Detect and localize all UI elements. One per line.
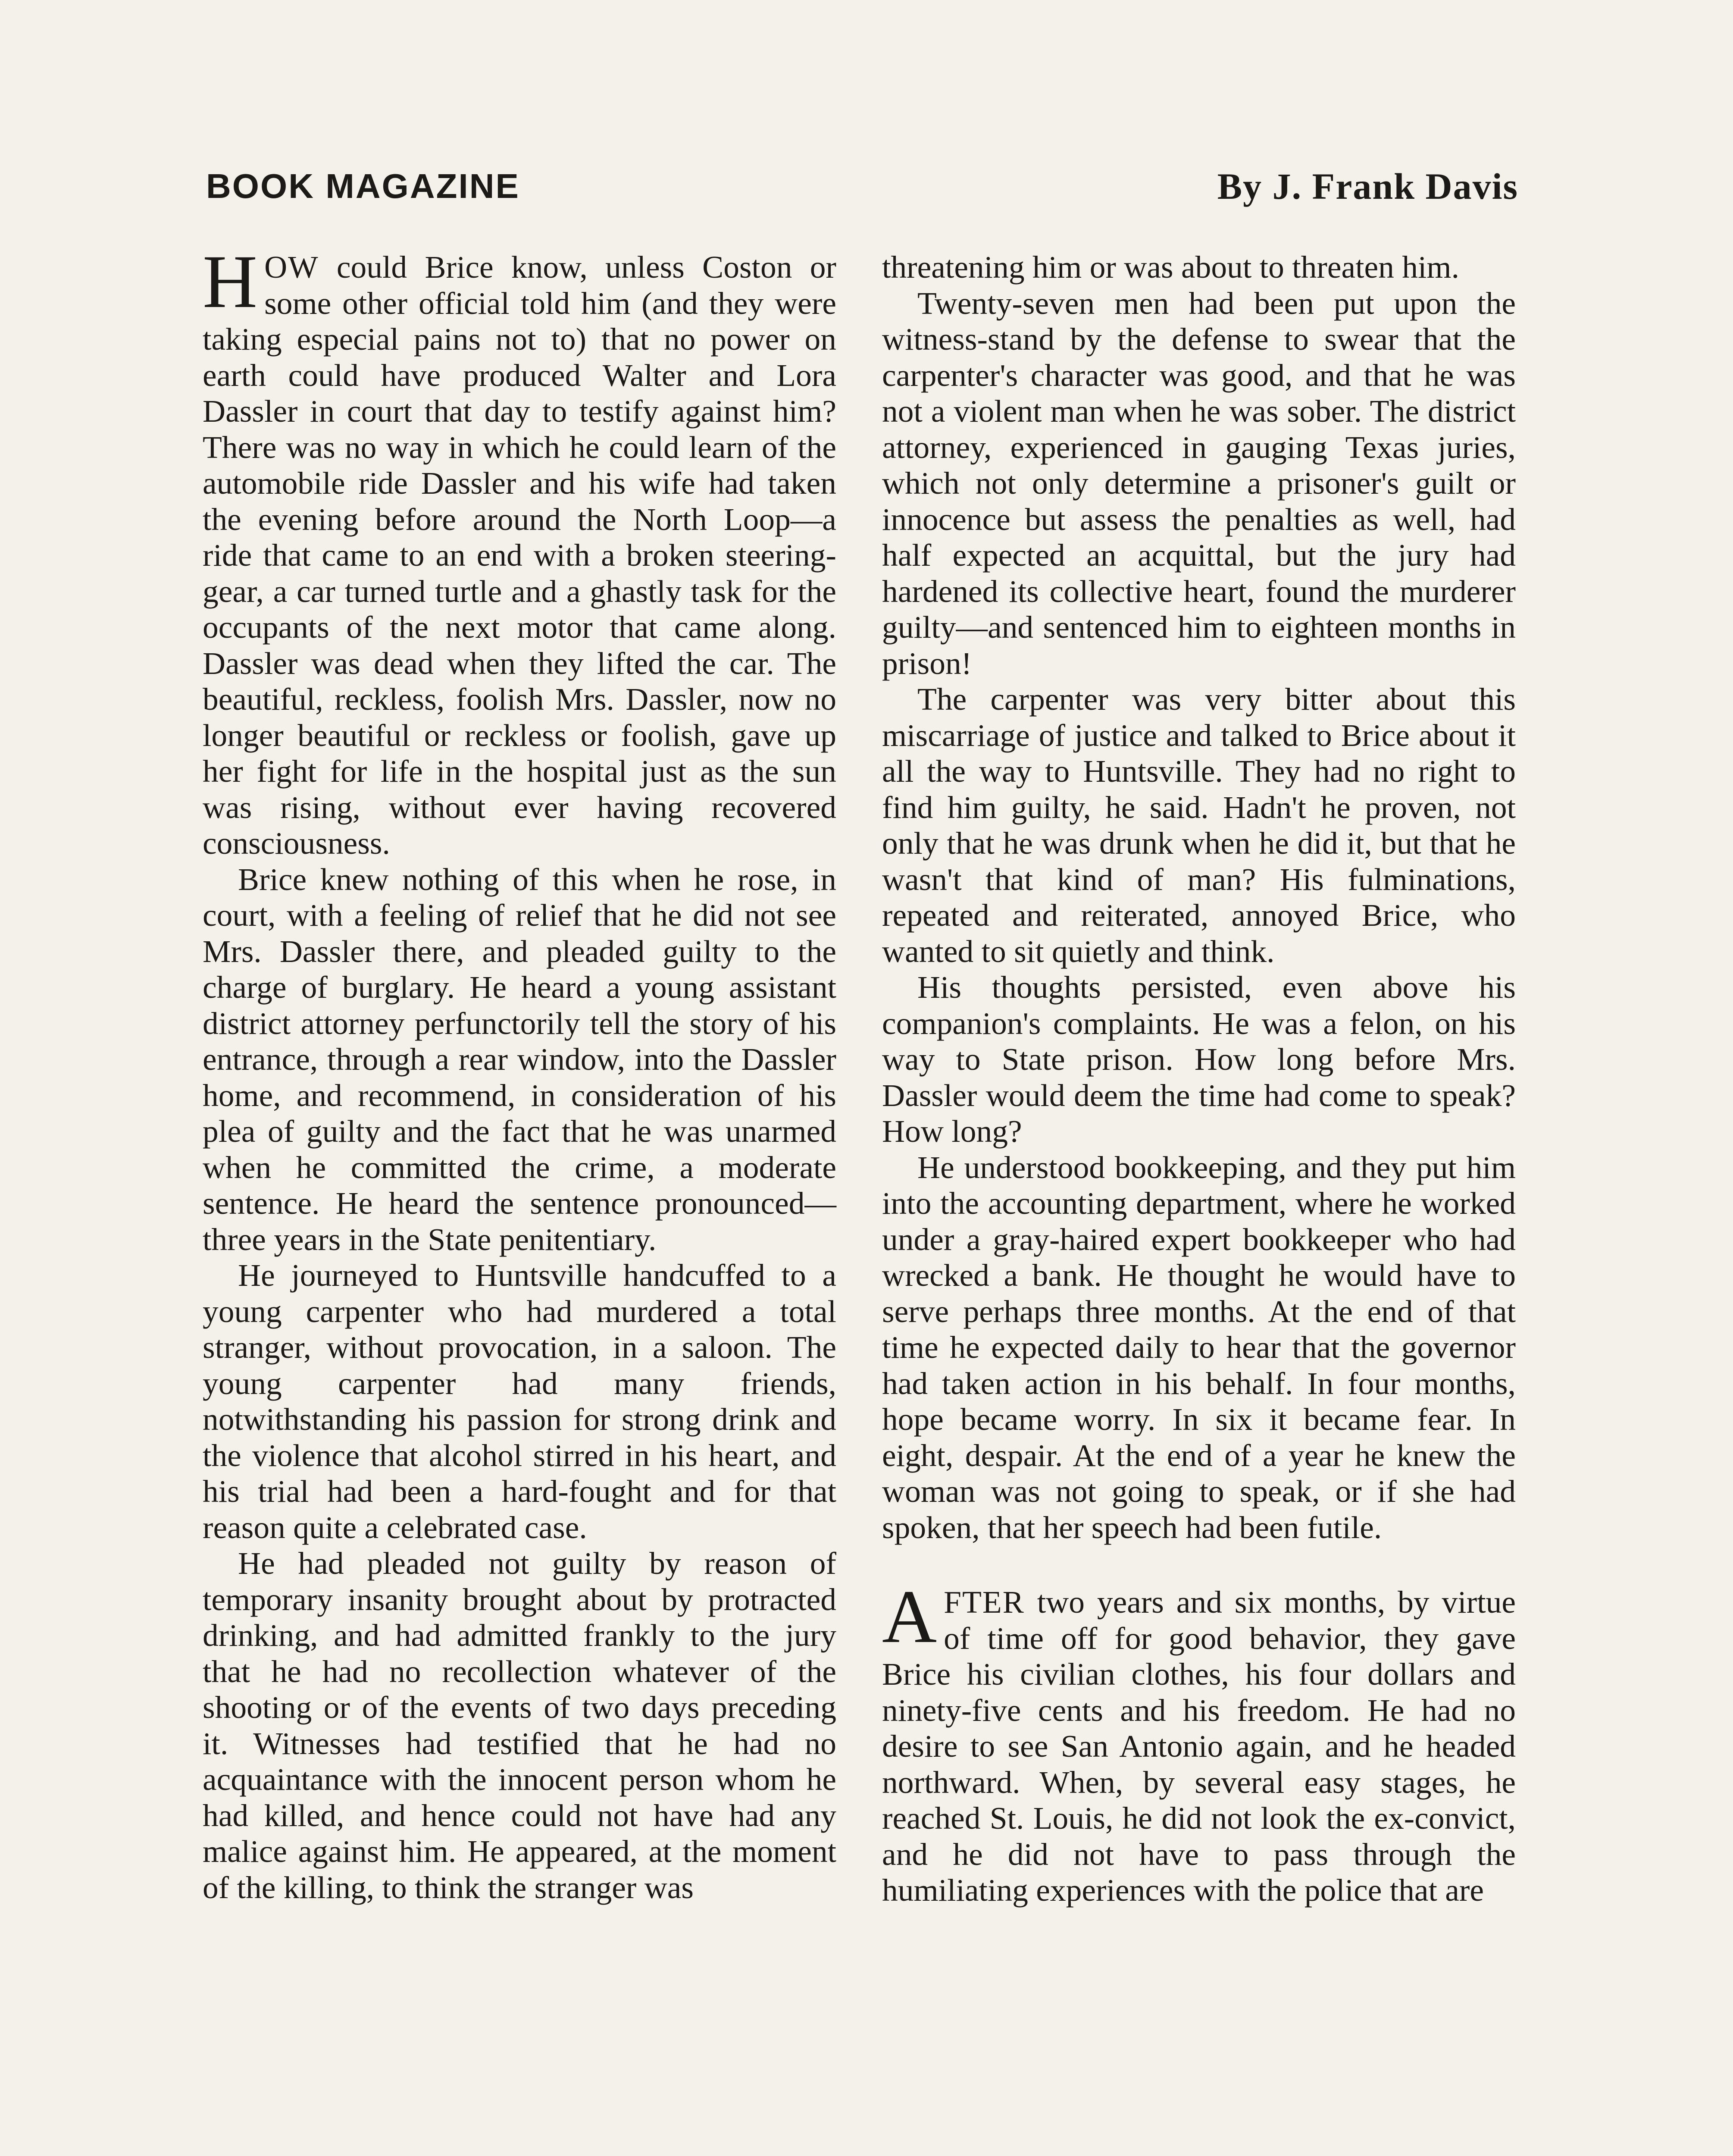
paragraph	[882, 1575, 1516, 1908]
paragraph-text: two years and six months, by virtue of time off for good behavior, they gave Brice his civilian clothes, his four dollars and ninety-five cents and his freedom. He had no desire to see San Antonio again, and he headed northward. When, by several easy stages, he reached St. Louis, he did not look the ex-convict, and he did not have to pass through the humiliating experiences with the police that are	[882, 1585, 1516, 1908]
running-header	[206, 160, 1518, 212]
paragraph: He had pleaded not guilty by reason of temporary insanity brought about by protracted drinking, and had admitted frankly to the jury that he had no recollection whatever of the shooting or of the events of two days preceding it. Witnesses had testified that he had no acquaintance with the innocent person whom he had killed, and hence could not have had any malice against him. He appeared, at the moment of the killing, to think the stranger was	[203, 1546, 836, 1905]
paragraph: The carpenter was very bitter about this miscarriage of justice and talked to Brice about it all the way to Huntsville. They had no right to find him guilty, he said. Hadn't he proven, not only that he was drunk when he did it, but that he wasn't that kind of man? His fulminations, repeated and reiterated, annoyed Brice, who wanted to sit quietly and think.	[882, 682, 1516, 969]
paragraph: Brice knew nothing of this when he rose, in court, with a feeling of relief that he did not see Mrs. Dassler there, and pleaded guilty to the charge of burglary. He heard a young assistant district attorney perfunctorily tell the story of his entrance, through a rear window, into the Dassler home, and recommend, in consideration of his plea of guilty and the fact that he was unarmed when he committed the crime, a moderate sentence. He heard the sentence pronounced—three years in the State penitentiary.	[203, 862, 836, 1257]
paragraph: His thoughts persisted, even above his companion's complaints. He was a felon, on his way to State prison. How long before Mrs. Dassler would deem the time had come to speak? How long?	[882, 970, 1516, 1149]
drop-cap: H	[203, 240, 258, 324]
magazine-title: BOOK MAGAZINE	[206, 167, 520, 205]
drop-cap: A	[882, 1575, 937, 1659]
lead-word: FTER	[944, 1585, 1025, 1620]
left-column	[203, 240, 836, 1905]
author-byline: By J. Frank Davis	[1217, 166, 1518, 207]
paragraph-text: could Brice know, unless Coston or some other official told him (and they were taking especial pains not to) that no power on earth could have produced Walter and Lora Dassler in court that day to testify against him? There was no way in which he could learn of the automobile ride Dassler and his wife had taken the evening before around the North Loop—a ride that came to an end with a broken steering-gear, a car turned turtle and a ghastly task for the occupants of the next motor that came along. Dassler was dead when they lifted the car. The beautiful, reckless, foolish Mrs. Dassler, now no longer beautiful or reckless or foolish, gave up her fight for life in the hospital just as the sun was rising, without ever having recovered consciousness.	[203, 250, 836, 861]
right-column	[882, 249, 1516, 1908]
paragraph: threatening him or was about to threaten him.	[882, 250, 1459, 285]
lead-word: OW	[264, 250, 319, 285]
paragraph: He journeyed to Huntsville handcuffed to a young carpenter who had murdered a total stranger, without provocation, in a saloon. The young carpenter had many friends, notwithstanding his passion for strong drink and the violence that alcohol stirred in his heart, and his trial had been a hard-fought and for that reason quite a celebrated case.	[203, 1258, 836, 1545]
paragraph	[203, 240, 836, 862]
paragraph: He understood bookkeeping, and they put him into the accounting department, where he worked under a gray-haired expert bookkeeper who had wrecked a bank. He thought he would have to serve perhaps three months. At the end of that time he expected daily to hear that the governor had taken action in his behalf. In four months, hope became worry. In six it became fear. In eight, despair. At the end of a year he knew the woman was not going to speak, or if she had spoken, that her speech had been futile.	[882, 1150, 1516, 1545]
paragraph: Twenty-seven men had been put upon the witness-stand by the defense to swear that the carpenter's character was good, and that he was not a violent man when he was sober. The district attorney, experienced in gauging Texas juries, which not only determine a prisoner's guilt or innocence but assess the penalties as well, had half expected an acquittal, but the jury had hardened its collective heart, found the murderer guilty—and sentenced him to eighteen months in prison!	[882, 285, 1516, 681]
